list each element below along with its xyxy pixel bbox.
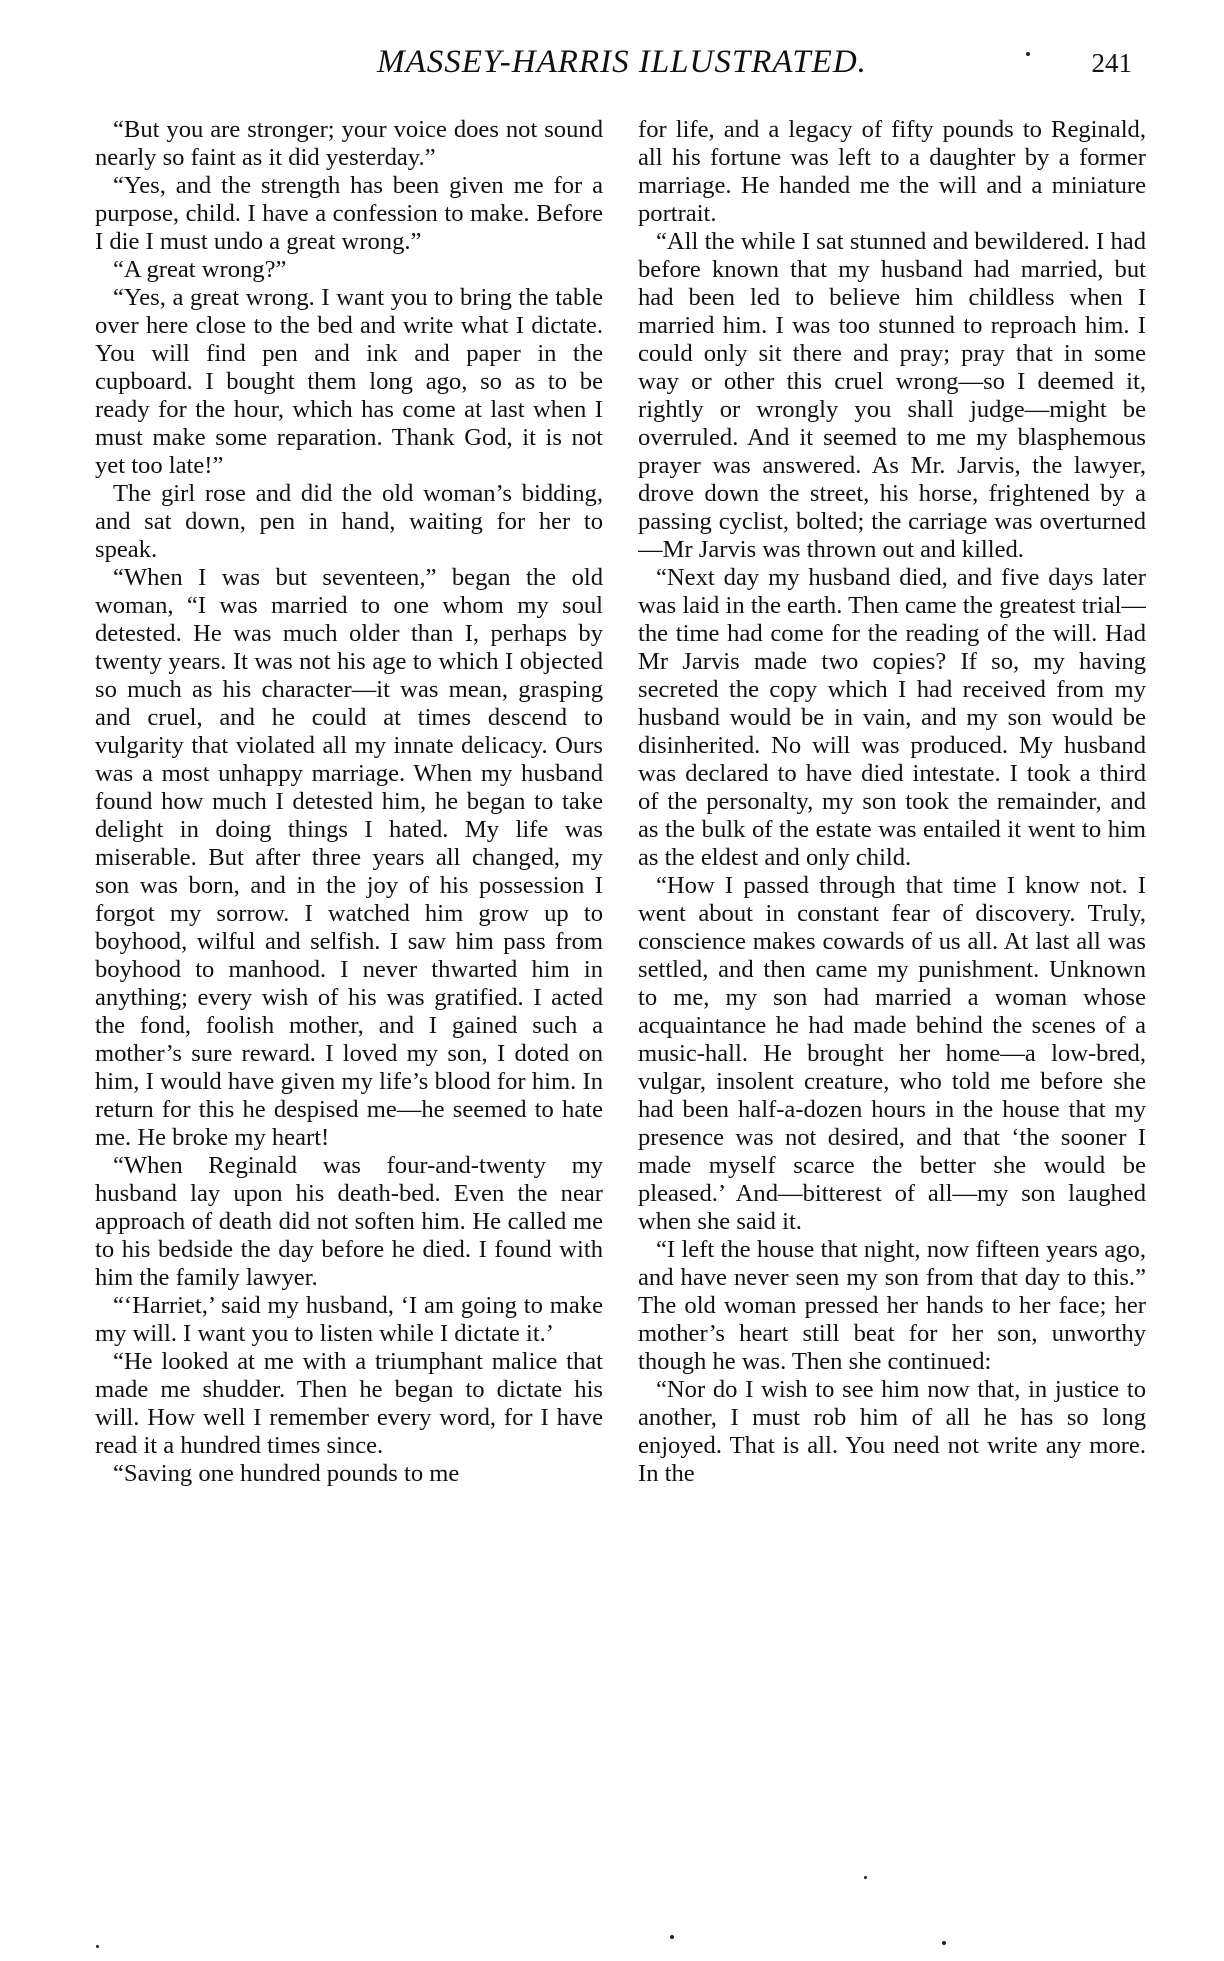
print-speck (1026, 52, 1030, 56)
paragraph-continuation: for life, and a legacy of fifty pounds to Reginald, all his fortune was left to a daughter by a former marriage. He handed me the will and a miniature portrait. (638, 116, 1146, 227)
paragraph: “All the while I sat stunned and bewildered. I had before known that my husband had married, but had been led to believe him childless when I married him. I was too stunned to reproach him. I could only sit there and pray; pray that in some way or other this cruel wrong—so I deemed it, rightly or wrongly you shall judge—might be overruled. And it seemed to me my blasphemous prayer was answered. As Mr. Jarvis, the lawyer, drove down the street, his horse, frightened by a passing cyclist, bolted; the carriage was overturned—Mr Jarvis was thrown out and killed. (638, 228, 1146, 563)
paragraph: “When I was but seventeen,” began the old woman, “I was married to one whom my soul detested. He was much older than I, perhaps by twenty years. It was not his age to which I objected so much as his character—it was mean, grasping and cruel, and he could at times descend to vulgarity that violated all my innate delicacy. Ours was a most unhappy marriage. When my husband found how much I detested him, he began to take delight in doing things I hated. My life was miserable. But after three years all changed, my son was born, and in the joy of his possession I forgot my sorrow. I watched him grow up to boyhood, wilful and selfish. I saw him pass from boyhood to manhood. I never thwarted him in anything; every wish of his was gratified. I acted the fond, foolish mother, and I gained such a mother’s sure reward. I loved my son, I doted on him, I would have given my life’s blood for him. In return for this he despised me—he seemed to hate me. He broke my heart! (95, 564, 603, 1151)
right-column (638, 116, 1146, 1876)
paragraph: “Nor do I wish to see him now that, in justice to another, I must rob him of all he has so long enjoyed. That is all. You need not write any more. In the (638, 1376, 1146, 1487)
paragraph: “He looked at me with a triumphant malice that made me shudder. Then he began to dictate his will. How well I remember every word, for I have read it a hundred times since. (95, 1348, 603, 1459)
running-title: MASSEY-HARRIS ILLUSTRATED. (377, 44, 867, 80)
print-speck (670, 1935, 674, 1939)
page-number: 241 (1091, 48, 1132, 78)
paragraph: “Yes, and the strength has been given me for a purpose, child. I have a confession to make. Before I die I must undo a great wrong.” (95, 172, 603, 255)
paragraph: “I left the house that night, now fifteen years ago, and have never seen my son from that day to this.” The old woman pressed her hands to her face; her mother’s heart still beat for her son, unworthy though he was. Then she continued: (638, 1236, 1146, 1375)
paragraph: “When Reginald was four-and-twenty my husband lay upon his death-bed. Even the near approach of death did not soften him. He called me to his bedside the day before he died. I found with him the family lawyer. (95, 1152, 603, 1291)
paragraph: The girl rose and did the old woman’s bidding, and sat down, pen in hand, waiting for her to speak. (95, 480, 603, 563)
print-speck (864, 1876, 867, 1879)
paragraph: “How I passed through that time I know not. I went about in constant fear of discovery. Truly, conscience makes cowards of us all. At last all was settled, and then came my punishment. Unknown to me, my son had married a woman whose acquaintance he had made behind the scenes of a music-hall. He brought her home—a low-bred, vulgar, insolent creature, who told me before she had been half-a-dozen hours in the house that my presence was not desired, and that ‘the sooner I made myself scarce the better she would be pleased.’ And—bitterest of all—my son laughed when she said it. (638, 872, 1146, 1235)
paragraph: “But you are stronger; your voice does not sound nearly so faint as it did yesterday.” (95, 116, 603, 171)
running-head (0, 44, 1224, 94)
print-speck (96, 1945, 99, 1948)
paragraph: “‘Harriet,’ said my husband, ‘I am going to make my will. I want you to listen while I dictate it.’ (95, 1292, 603, 1347)
paragraph: “Yes, a great wrong. I want you to bring the table over here close to the bed and write what I dictate. You will find pen and ink and paper in the cupboard. I bought them long ago, so as to be ready for the hour, which has come at last when I must make some reparation. Thank God, it is not yet too late!” (95, 284, 603, 479)
left-column (95, 116, 603, 1876)
paragraph: “Saving one hundred pounds to me (113, 1460, 460, 1487)
print-speck (942, 1941, 946, 1945)
paragraph: “A great wrong?” (113, 256, 287, 283)
paragraph: “Next day my husband died, and five days later was laid in the earth. Then came the greatest trial—the time had come for the reading of the will. Had Mr Jarvis made two copies? If so, my having secreted the copy which I had received from my husband would be in vain, and my son would be disinherited. No will was produced. My husband was declared to have died intestate. I took a third of the personalty, my son took the remainder, and as the bulk of the estate was entailed it went to him as the eldest and only child. (638, 564, 1146, 871)
